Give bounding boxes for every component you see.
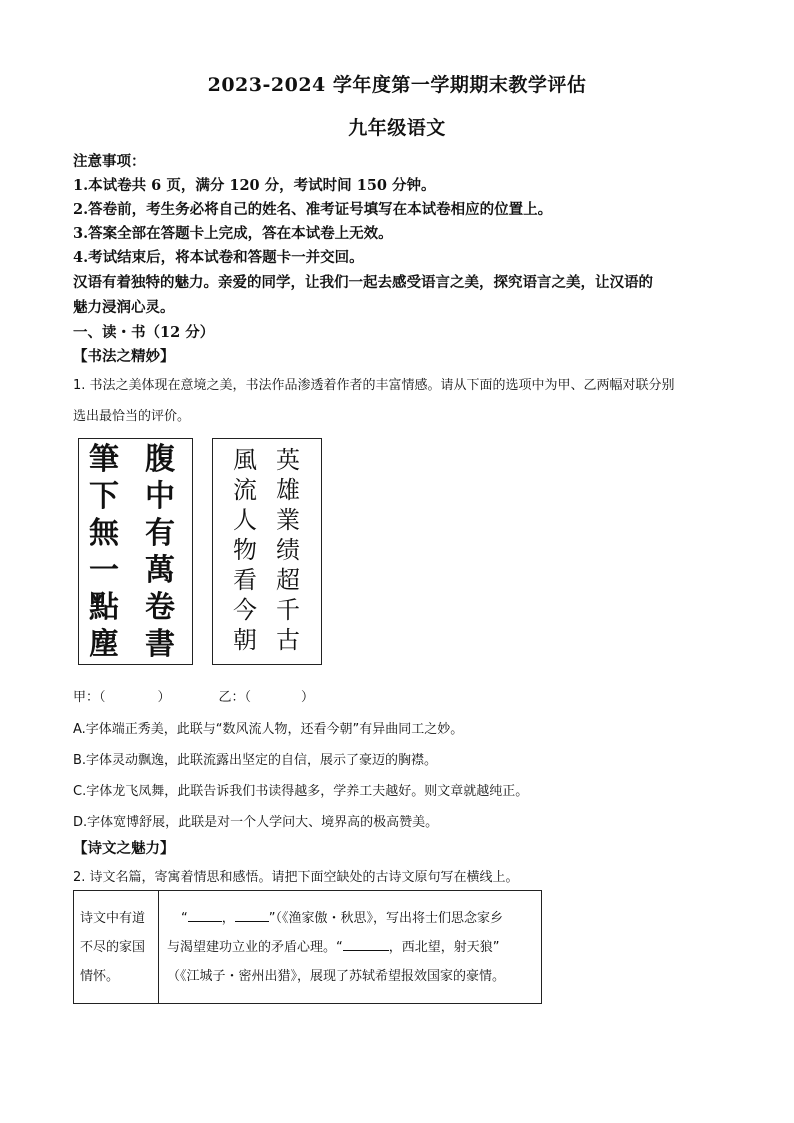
- option-b: B.字体灵动飘逸，此联流露出坚定的自信，展示了豪迈的胸襟。: [73, 753, 438, 768]
- poetry-table-fill-cell: [159, 891, 542, 1004]
- blank-2[interactable]: [235, 907, 269, 922]
- intro-line-2: 魅力浸润心灵。: [73, 299, 175, 316]
- blank-3[interactable]: [343, 936, 389, 951]
- intro-line-1: 汉语有着独特的魅力。亲爱的同学，让我们一起去感受语言之美，探究语言之美，让汉语的: [73, 274, 653, 291]
- couplet-char: 中: [145, 479, 175, 514]
- couplet-char: 無: [89, 516, 119, 551]
- couplet-char: 人: [233, 506, 257, 534]
- couplet-char: 千: [276, 596, 300, 624]
- comma: ，: [221, 910, 235, 926]
- exam-title: 2023-2024 学年度第一学期期末教学评估: [207, 74, 587, 96]
- couplet-char: 超: [276, 566, 300, 594]
- quote-open: “: [181, 910, 188, 926]
- couplet-char: 流: [233, 476, 257, 504]
- couplet-char: 雄: [276, 476, 300, 504]
- notice-item-2: 2.答卷前，考生务必将自己的姓名、准考证号填写在本试卷相应的位置上。: [73, 201, 553, 218]
- couplet-yi-right-column: [276, 445, 300, 655]
- poetry-table: [73, 890, 542, 1004]
- couplet-char: 英: [276, 446, 300, 474]
- couplet-char: 看: [233, 566, 257, 594]
- couplet-char: 有: [145, 516, 175, 551]
- poetry-table-theme-cell: [74, 891, 159, 1004]
- option-a: A.字体端正秀美，此联与“数风流人物，还看今朝”有异曲同工之妙。: [73, 722, 464, 737]
- question-2: 2. 诗文名篇，寄寓着情思和感悟。请把下面空缺处的古诗文原句写在横线上。: [73, 870, 519, 885]
- fill-line-3: （《江城子・密州出猎》，展现了苏轼希望报效国家的豪情。: [167, 968, 506, 984]
- answer-yi-label: 乙：（: [218, 690, 252, 705]
- answer-line: [73, 686, 733, 705]
- theme-line-3: 情怀。: [80, 968, 120, 984]
- couplet-char: 朝: [233, 626, 257, 654]
- question-1-line-2: 选出最恰当的评价。: [73, 409, 191, 424]
- fill-line-2: [167, 933, 533, 962]
- exam-subtitle: 九年级语文: [348, 117, 446, 139]
- couplet-jia-right-column: [145, 441, 175, 663]
- theme-line-1: 诗文中有道: [80, 910, 146, 926]
- section-title: 一、读・书（12 分）: [73, 324, 215, 341]
- couplet-char: 筆: [89, 442, 119, 477]
- couplet-char: 書: [145, 627, 175, 662]
- couplet-yi-image: [212, 438, 322, 665]
- poem-text: ，西北望，射天狼”: [388, 939, 500, 955]
- couplet-char: 腹: [145, 442, 175, 477]
- couplet-char: 業: [276, 506, 300, 534]
- couplet-char: 今: [233, 596, 257, 624]
- couplet-char: 塵: [89, 627, 119, 662]
- couplet-char: 點: [89, 590, 119, 625]
- source-text: ”（《渔家傲・秋思》，写出将士们思念家乡: [268, 910, 504, 926]
- couplet-char: 绩: [276, 536, 300, 564]
- context-text: 与渴望建功立业的矛盾心理。“: [167, 939, 343, 955]
- subsection-poetry: 【诗文之魅力】: [73, 840, 175, 857]
- couplet-char: 物: [233, 536, 257, 564]
- couplet-char: 萬: [145, 553, 175, 588]
- option-d: D.字体宽博舒展，此联是对一个人学问大、境界高的极高赞美。: [73, 815, 439, 830]
- theme-line-2: 不尽的家国: [80, 939, 146, 955]
- fill-line-1: [167, 904, 533, 933]
- answer-jia-close: ）: [157, 690, 171, 705]
- notice-item-4: 4.考试结束后，将本试卷和答题卡一并交回。: [73, 249, 364, 266]
- couplet-char: 古: [276, 626, 300, 654]
- option-c: C.字体龙飞凤舞，此联告诉我们书读得越多，学养工夫越好。则文章就越纯正。: [73, 784, 529, 799]
- couplet-char: 風: [233, 446, 257, 474]
- couplet-char: 下: [89, 479, 119, 514]
- blank-1[interactable]: [188, 907, 222, 922]
- couplet-jia-image: [78, 438, 193, 665]
- question-1-line-1: 1. 书法之美体现在意境之美，书法作品渗透着作者的丰富情感。请从下面的选项中为甲、乙两幅对联分别: [73, 378, 675, 393]
- notice-item-3: 3.答案全部在答题卡上完成，答在本试卷上无效。: [73, 225, 393, 242]
- subsection-calligraphy: 【书法之精妙】: [73, 348, 175, 365]
- couplet-jia-left-column: [89, 441, 119, 663]
- notice-heading: 注意事项：: [73, 153, 146, 170]
- answer-jia-label: 甲：（: [73, 690, 106, 705]
- couplet-char: 卷: [145, 590, 175, 625]
- couplet-char: 一: [89, 553, 119, 588]
- couplet-yi-left-column: [233, 445, 257, 655]
- notice-item-1: 1.本试卷共 6 页，满分 120 分，考试时间 150 分钟。: [73, 177, 436, 194]
- answer-yi-close: ）: [301, 690, 315, 705]
